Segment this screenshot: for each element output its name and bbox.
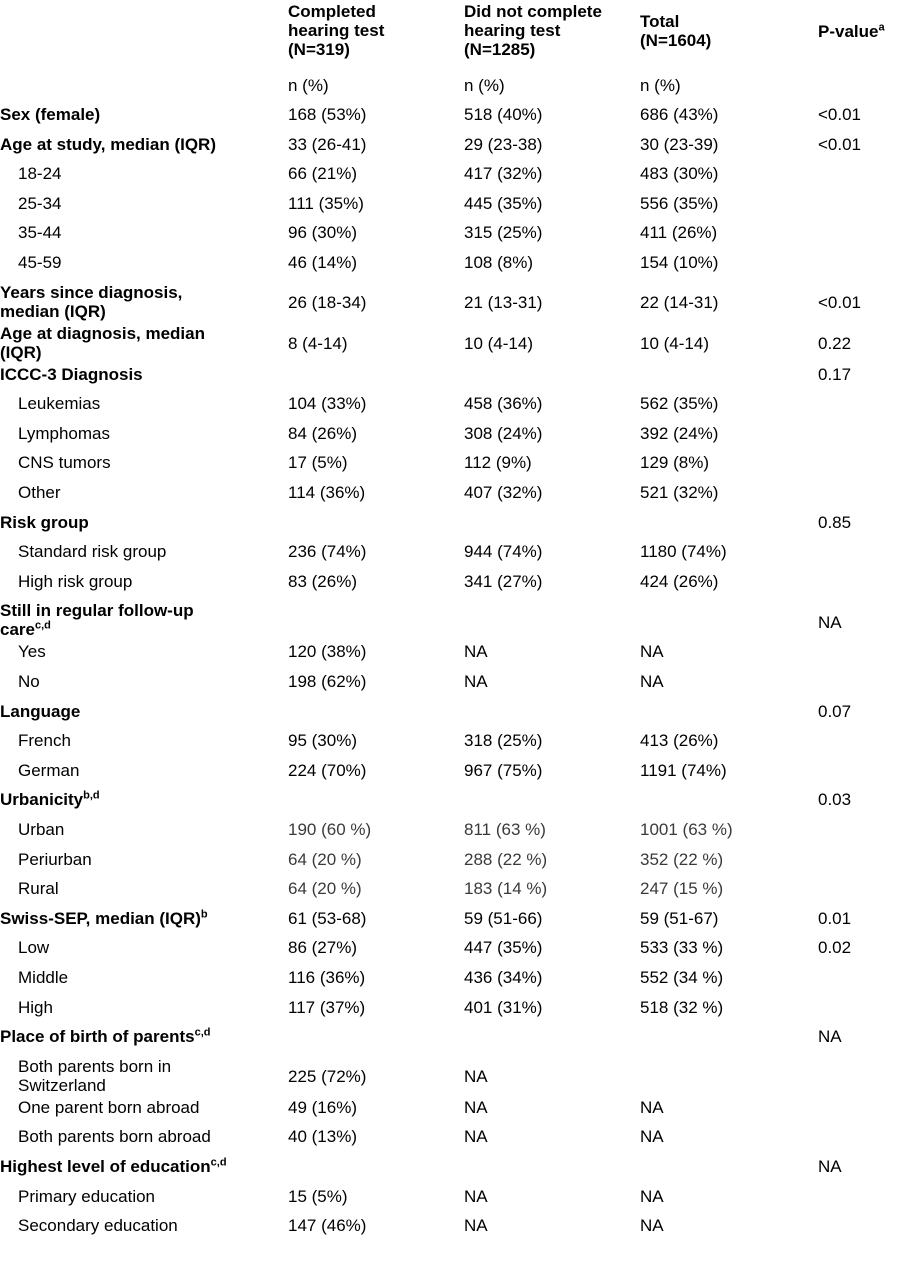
total-cell: 411 (26%) (640, 223, 718, 242)
row-label (18, 394, 100, 413)
p-value-cell: <0.01 (818, 135, 862, 154)
not-completed-cell: 811 (63 %) (464, 820, 546, 839)
completed-cell: 26 (18-34) (288, 293, 367, 312)
row-label (0, 1027, 211, 1046)
p-value-cell: <0.01 (818, 105, 862, 124)
p-value-cell: 0.22 (818, 334, 852, 353)
completed-cell: 147 (46%) (288, 1216, 367, 1235)
row-label (18, 1216, 178, 1235)
row-label (18, 879, 59, 898)
row-label (18, 1057, 171, 1095)
total-cell: 686 (43%) (640, 105, 719, 124)
row-label (18, 820, 64, 839)
row-label (18, 938, 49, 957)
row-label (18, 731, 71, 750)
not-completed-cell: 308 (24%) (464, 424, 543, 443)
row-label-line: Switzerland (18, 1076, 106, 1095)
row-label-line: Urban (18, 820, 65, 839)
total-cell: 10 (4-14) (640, 334, 709, 353)
completed-cell: 84 (26%) (288, 424, 357, 443)
total-cell: 533 (33 %) (640, 938, 724, 957)
total-cell: 521 (32%) (640, 483, 719, 502)
row-label (18, 223, 61, 242)
not-completed-cell: 315 (25%) (464, 223, 543, 242)
row-label (0, 105, 100, 124)
not-completed-cell: 407 (32%) (464, 483, 543, 502)
completed-cell: 15 (5%) (288, 1187, 348, 1206)
row-label-footnote: c,d (194, 1026, 211, 1039)
row-label-line: Years since diagnosis, (0, 283, 183, 302)
not-completed-cell: 944 (74%) (464, 542, 543, 561)
not-completed-cell: 318 (25%) (464, 731, 543, 750)
row-label (18, 1187, 155, 1206)
row-label-line: 35-44 (18, 223, 62, 242)
row-label (18, 164, 61, 183)
row-label-line: median (IQR) (0, 302, 106, 321)
row-label-line: 18-24 (18, 164, 62, 183)
header-p-value-text: P-value (818, 22, 879, 41)
not-completed-cell: 288 (22 %) (464, 850, 548, 869)
row-label-footnote: b,d (83, 789, 100, 802)
p-value-cell: NA (818, 613, 842, 632)
total-cell: 247 (15 %) (640, 879, 724, 898)
p-value-cell: 0.85 (818, 513, 852, 532)
row-label-line: No (18, 672, 40, 691)
row-label (18, 424, 110, 443)
not-completed-cell: 10 (4-14) (464, 334, 533, 353)
completed-cell: 64 (20 %) (288, 879, 362, 898)
row-label (18, 253, 61, 272)
total-cell: 22 (14-31) (640, 293, 719, 312)
header-not-completed-line: hearing test (464, 21, 561, 40)
row-label (0, 909, 208, 928)
row-label (18, 761, 79, 780)
not-completed-cell: 417 (32%) (464, 164, 543, 183)
total-cell: NA (640, 672, 664, 691)
row-label-line: One parent born abroad (18, 1098, 200, 1117)
total-cell: 129 (8%) (640, 453, 709, 472)
not-completed-cell: 967 (75%) (464, 761, 543, 780)
not-completed-cell: 341 (27%) (464, 572, 543, 591)
unit-cell: n (%) (640, 76, 681, 95)
completed-cell: 46 (14%) (288, 253, 357, 272)
row-label-line: Sex (female) (0, 105, 101, 124)
row-label (0, 601, 194, 639)
row-label (18, 672, 40, 691)
not-completed-cell: 112 (9%) (464, 453, 532, 472)
total-cell: 1180 (74%) (640, 542, 727, 561)
row-label-line: Age at study, median (IQR) (0, 135, 216, 154)
not-completed-cell: 21 (13-31) (464, 293, 543, 312)
row-label (0, 702, 80, 721)
row-label (18, 194, 61, 213)
row-label-line: Lymphomas (18, 424, 110, 443)
completed-cell: 236 (74%) (288, 542, 367, 561)
not-completed-cell: 445 (35%) (464, 194, 543, 213)
header-total-line: Total (640, 12, 680, 31)
row-label (18, 850, 92, 869)
row-label-line: French (18, 731, 71, 750)
row-label-line: Highest level of education$^{c,d}$ (0, 1156, 227, 1176)
row-label-line: Rural (18, 879, 59, 898)
not-completed-cell: NA (464, 1216, 488, 1235)
not-completed-cell: 401 (31%) (464, 998, 543, 1017)
row-label-footnote: c,d (210, 1156, 227, 1169)
row-label-line: High risk group (18, 572, 133, 591)
header-completed-line: (N=319) (288, 40, 350, 59)
p-value-cell: 0.01 (818, 909, 852, 928)
not-completed-cell: 458 (36%) (464, 394, 543, 413)
unit-cell: n (%) (464, 76, 505, 95)
p-value-cell: 0.02 (818, 938, 852, 957)
p-value-cell: NA (818, 1027, 842, 1046)
row-label (0, 790, 100, 809)
row-label-line: Place of birth of parents$^{c,d}$ (0, 1026, 211, 1046)
total-cell: 552 (34 %) (640, 968, 724, 987)
row-label (18, 453, 111, 472)
not-completed-cell: 436 (34%) (464, 968, 543, 987)
row-label-line: 45-59 (18, 253, 62, 272)
row-label-line: care$^{c,d}$ (0, 619, 51, 639)
header-total (640, 12, 711, 50)
header-total-line: (N=1604) (640, 31, 712, 50)
completed-cell: 83 (26%) (288, 572, 357, 591)
not-completed-cell: 518 (40%) (464, 105, 543, 124)
row-label (18, 642, 46, 661)
total-cell: 518 (32 %) (640, 998, 724, 1017)
row-label-line: Language (0, 702, 81, 721)
row-label-line: Both parents born abroad (18, 1127, 211, 1146)
total-cell: 30 (23-39) (640, 135, 719, 154)
row-label (18, 483, 61, 502)
row-label-line: Urbanicity$^{b,d}$ (0, 789, 100, 809)
completed-cell: 96 (30%) (288, 223, 357, 242)
total-cell: NA (640, 1187, 664, 1206)
not-completed-cell: 59 (51-66) (464, 909, 543, 928)
completed-cell: 86 (27%) (288, 938, 357, 957)
completed-cell: 64 (20 %) (288, 850, 362, 869)
total-cell: NA (640, 1216, 664, 1235)
not-completed-cell: 183 (14 %) (464, 879, 548, 898)
completed-cell: 66 (21%) (288, 164, 357, 183)
completed-cell: 104 (33%) (288, 394, 367, 413)
header-p-value (818, 22, 885, 41)
row-label-footnote: c,d (34, 619, 51, 632)
row-label-line: (IQR) (0, 343, 42, 362)
not-completed-cell: NA (464, 1187, 488, 1206)
p-value-cell: NA (818, 1157, 842, 1176)
row-label (0, 1157, 227, 1176)
completed-cell: 49 (16%) (288, 1098, 357, 1117)
total-cell: 1001 (63 %) (640, 820, 733, 839)
total-cell: 562 (35%) (640, 394, 719, 413)
row-label-line: 25-34 (18, 194, 62, 213)
row-label-line: German (18, 761, 80, 780)
not-completed-cell: NA (464, 672, 488, 691)
row-label-line: CNS tumors (18, 453, 111, 472)
total-cell: 154 (10%) (640, 253, 719, 272)
row-label-line: Periurban (18, 850, 92, 869)
total-cell: 352 (22 %) (640, 850, 724, 869)
total-cell: 483 (30%) (640, 164, 719, 183)
total-cell: 1191 (74%) (640, 761, 727, 780)
completed-cell: 95 (30%) (288, 731, 357, 750)
row-label-line: Secondary education (18, 1216, 178, 1235)
completed-cell: 114 (36%) (288, 483, 366, 502)
unit-cell: n (%) (288, 76, 329, 95)
p-value-cell: 0.07 (818, 702, 852, 721)
not-completed-cell: NA (464, 642, 488, 661)
total-cell: 424 (26%) (640, 572, 719, 591)
not-completed-cell: NA (464, 1098, 488, 1117)
row-label-line: Swiss-SEP, median (IQR)$^b$ (0, 908, 208, 928)
header-p-value-footnote: a (878, 21, 885, 34)
row-label-line: Both parents born in (18, 1057, 172, 1076)
completed-cell: 117 (37%) (288, 998, 366, 1017)
completed-cell: 61 (53-68) (288, 909, 367, 928)
total-cell: NA (640, 1127, 664, 1146)
row-label (18, 1098, 199, 1117)
not-completed-cell: 29 (23-38) (464, 135, 543, 154)
completed-cell: 17 (5%) (288, 453, 348, 472)
row-label-line: High (18, 998, 53, 1017)
completed-cell: 120 (38%) (288, 642, 367, 661)
row-label-line: Yes (18, 642, 46, 661)
row-label (18, 1127, 211, 1146)
completed-cell: 8 (4-14) (288, 334, 348, 353)
row-label (18, 572, 132, 591)
completed-cell: 224 (70%) (288, 761, 367, 780)
completed-cell: 40 (13%) (288, 1127, 357, 1146)
completed-cell: 190 (60 %) (288, 820, 372, 839)
row-label (0, 324, 205, 362)
completed-cell: 198 (62%) (288, 672, 367, 691)
row-label-line: Other (18, 483, 61, 502)
not-completed-cell: 108 (8%) (464, 253, 533, 272)
row-label (0, 135, 216, 154)
row-label-line: ICCC-3 Diagnosis (0, 365, 143, 384)
not-completed-cell: NA (464, 1067, 488, 1086)
total-cell: 59 (51-67) (640, 909, 719, 928)
row-label (0, 513, 89, 532)
completed-cell: 116 (36%) (288, 968, 366, 987)
row-label-footnote: b (200, 908, 208, 921)
row-label (0, 283, 182, 321)
header-not-completed-line: Did not complete (464, 2, 602, 21)
row-label-line: Middle (18, 968, 69, 987)
row-label-line: Still in regular follow-up (0, 601, 194, 620)
completed-cell: 33 (26-41) (288, 135, 367, 154)
header-not-completed (464, 2, 602, 59)
total-cell: NA (640, 1098, 664, 1117)
p-value-cell: 0.17 (818, 365, 852, 384)
row-label-line: Primary education (18, 1187, 156, 1206)
row-label-line: Low (18, 938, 50, 957)
completed-cell: 168 (53%) (288, 105, 367, 124)
row-label (18, 542, 166, 561)
row-label (0, 365, 143, 384)
header-completed-line: hearing test (288, 21, 385, 40)
row-label-line: Leukemias (18, 394, 101, 413)
row-label (18, 998, 53, 1017)
not-completed-cell: 447 (35%) (464, 938, 543, 957)
total-cell: 556 (35%) (640, 194, 719, 213)
completed-cell: 111 (35%) (288, 194, 364, 213)
row-label (18, 968, 68, 987)
row-label-line: Age at diagnosis, median (0, 324, 205, 343)
header-completed (288, 2, 384, 59)
row-label-line: Risk group (0, 513, 89, 532)
p-value-cell: <0.01 (818, 293, 862, 312)
header-not-completed-line: (N=1285) (464, 40, 536, 59)
row-label-line: Standard risk group (18, 542, 167, 561)
header-completed-line: Completed (288, 2, 376, 21)
p-value-cell: 0.03 (818, 790, 852, 809)
completed-cell: 225 (72%) (288, 1067, 367, 1086)
total-cell: NA (640, 642, 664, 661)
not-completed-cell: NA (464, 1127, 488, 1146)
total-cell: 392 (24%) (640, 424, 719, 443)
total-cell: 413 (26%) (640, 731, 719, 750)
